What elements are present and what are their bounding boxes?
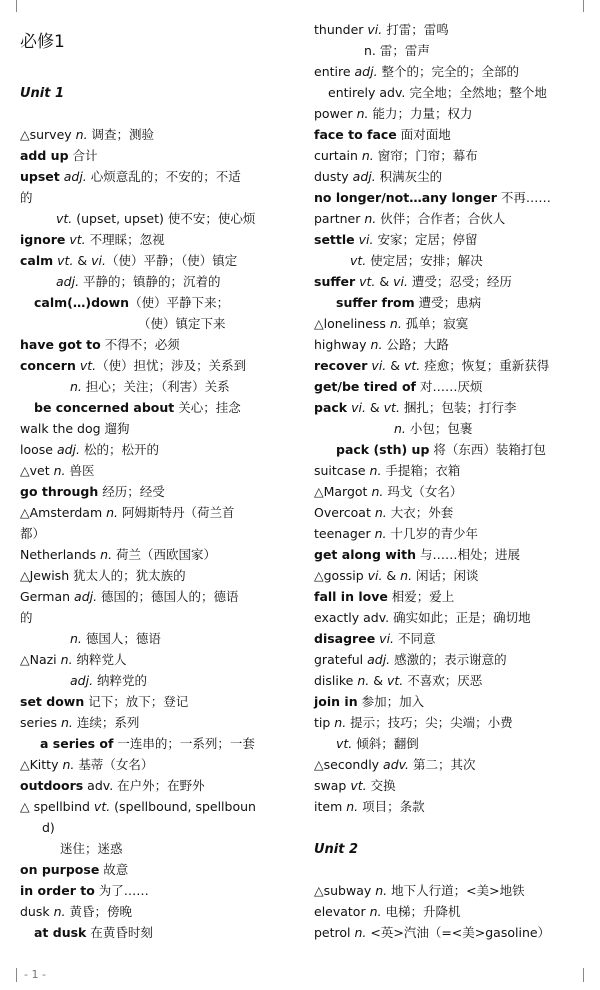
part-of-speech: vt. <box>57 253 74 268</box>
entry-text: 伙伴；合作者；合伙人 <box>376 211 506 226</box>
part-of-speech: adj. <box>74 589 98 604</box>
part-of-speech: n. <box>75 127 88 142</box>
headword: face to face <box>314 127 397 142</box>
vocab-line <box>56 210 255 228</box>
entry-text: △ spellbind <box>20 799 94 814</box>
entry-text: 纳粹党的 <box>93 673 148 688</box>
headword: no longer/not…any longer <box>314 190 497 205</box>
entry-text: 参加；加入 <box>357 694 425 709</box>
vocab-line <box>350 252 483 270</box>
entry-text: highway <box>314 337 371 352</box>
entry-text: △Amsterdam <box>20 505 107 520</box>
part-of-speech: vi. <box>379 631 395 646</box>
part-of-speech: n. <box>70 631 82 646</box>
entry-text: 荷兰（西欧国家） <box>112 547 217 562</box>
page-number: - 1 - <box>24 968 46 981</box>
entry-text: 与……相处；进展 <box>415 547 520 562</box>
entry-text: 窗帘；门帘；幕布 <box>373 148 478 163</box>
entry-text: 项目；条款 <box>358 799 425 814</box>
entry-text: dusk <box>20 904 54 919</box>
entry-text: & <box>365 400 384 415</box>
entry-text: 的 <box>20 610 33 625</box>
vocab-line <box>314 189 551 207</box>
part-of-speech: n. <box>106 505 119 520</box>
part-of-speech: n. <box>364 211 377 226</box>
vocab-line <box>314 798 425 816</box>
vocab-line <box>314 63 519 81</box>
vocab-line <box>20 231 165 249</box>
headword: go through <box>20 484 99 499</box>
part-of-speech: n. <box>374 526 387 541</box>
entry-text: （使）镇定下来 <box>138 316 226 331</box>
entry-text: 感激的；表示谢意的 <box>390 652 507 667</box>
entry-text: Netherlands <box>20 547 101 562</box>
vocab-line <box>34 399 241 417</box>
entry-text: 记下；放下；登记 <box>84 694 189 709</box>
entry-text: 的 <box>20 190 33 205</box>
entry-text: dislike <box>314 673 358 688</box>
entry-text: 担心；关注；（利害）关系 <box>81 379 230 394</box>
entry-text: 手提箱；衣箱 <box>381 463 461 478</box>
part-of-speech: n. <box>374 505 387 520</box>
entry-text: 德国的；德国人的；德语 <box>97 589 239 604</box>
unit-heading <box>20 85 64 103</box>
entry-text: △subway <box>314 883 376 898</box>
vocab-line <box>314 882 525 900</box>
vocab-line <box>34 294 229 312</box>
part-of-speech: n. <box>369 904 382 919</box>
vocab-line <box>56 273 221 291</box>
entry-text: △Margot <box>314 484 372 499</box>
vocab-line <box>60 840 123 858</box>
entry-text: 倾斜；翻倒 <box>352 736 419 751</box>
headword: pack (sth) up <box>336 442 430 457</box>
entry-text: △gossip <box>314 568 368 583</box>
part-of-speech: adj. <box>354 64 378 79</box>
book-title <box>20 33 65 51</box>
vocab-line <box>314 147 478 165</box>
vocab-line <box>314 546 520 564</box>
part-of-speech: vt. <box>386 673 404 688</box>
part-of-speech: n. <box>53 904 66 919</box>
headword: be concerned about <box>34 400 175 415</box>
entry-text: 合计 <box>68 148 98 163</box>
headword: on purpose <box>20 862 100 877</box>
entry-text: 不喜欢；厌恶 <box>403 673 483 688</box>
vocab-line <box>314 168 442 186</box>
part-of-speech: adj. <box>352 169 376 184</box>
entry-text: entire <box>314 64 355 79</box>
entry-text: 松的；松开的 <box>80 442 159 457</box>
entry-text: 痊愈；恢复；重新获得 <box>420 358 550 373</box>
part-of-speech: n. <box>361 148 374 163</box>
part-of-speech: vt. <box>350 253 367 268</box>
headword: suffer <box>314 274 356 289</box>
headword: add up <box>20 148 69 163</box>
entry-text: △Jewish 犹太人的；犹太族的 <box>20 568 186 583</box>
vocab-line <box>364 42 430 60</box>
vocab-line <box>20 756 153 774</box>
headword: calm(…)down <box>34 295 130 310</box>
vocab-line <box>20 147 98 165</box>
vocab-line <box>314 21 449 39</box>
headword: in order to <box>20 883 95 898</box>
entry-text: (upset, upset) 使不安；使心烦 <box>72 211 256 226</box>
part-of-speech: n. <box>70 379 82 394</box>
entry-text: 对……厌烦 <box>415 379 483 394</box>
vocab-line <box>20 609 33 627</box>
entry-text: 不得不；必须 <box>100 337 180 352</box>
entry-text: 安家；定居；停留 <box>373 232 478 247</box>
part-of-speech: n. <box>371 484 384 499</box>
vocab-line <box>314 693 424 711</box>
vocab-line <box>336 294 481 312</box>
part-of-speech: n. <box>400 568 413 583</box>
headword: ignore <box>20 232 66 247</box>
vocab-line <box>20 189 33 207</box>
part-of-speech: vt. <box>383 400 400 415</box>
part-of-speech: vi. <box>367 22 383 37</box>
headword: settle <box>314 232 355 247</box>
vocab-line <box>314 924 550 942</box>
part-of-speech: vi. <box>351 400 366 415</box>
entry-text: 黄昏；傍晚 <box>65 904 132 919</box>
vocab-line <box>20 483 165 501</box>
vocab-line <box>328 84 547 102</box>
vocab-line <box>314 504 453 522</box>
entry-text: 平静的；镇静的；沉着的 <box>79 274 221 289</box>
entry-text: △survey <box>20 127 76 142</box>
crop-mark-bottom-right <box>583 968 596 982</box>
part-of-speech: n. <box>375 883 388 898</box>
vocab-line <box>20 798 256 816</box>
entry-text: suitcase <box>314 463 370 478</box>
vocab-line <box>20 252 237 270</box>
vocab-line <box>314 756 475 774</box>
part-of-speech: n. <box>100 547 113 562</box>
part-of-speech: n. <box>356 106 369 121</box>
vocab-line <box>314 462 460 480</box>
vocab-line <box>314 714 513 732</box>
entry-text: & <box>382 568 401 583</box>
entry-text: 为了…… <box>94 883 149 898</box>
part-of-speech: vi. <box>371 358 387 373</box>
entry-text: dusty <box>314 169 353 184</box>
vocab-line <box>314 609 531 627</box>
vocab-line <box>314 399 516 417</box>
headword: set down <box>20 694 85 709</box>
headword: pack <box>314 400 348 415</box>
part-of-speech: adj. <box>63 169 87 184</box>
headword: disagree <box>314 631 376 646</box>
entry-text: 玛戈（女名） <box>383 484 463 499</box>
entry-text: 十几岁的青少年 <box>386 526 478 541</box>
part-of-speech: vi. <box>393 274 408 289</box>
part-of-speech: n. <box>334 715 347 730</box>
entry-text: 公路；大路 <box>382 337 449 352</box>
part-of-speech: n. <box>60 652 73 667</box>
entry-text: 整个的；完全的；全部的 <box>377 64 520 79</box>
entry-text: item <box>314 799 347 814</box>
entry-text: tip <box>314 715 335 730</box>
part-of-speech: n. <box>389 316 402 331</box>
vocab-line <box>70 378 230 396</box>
part-of-speech: n. <box>370 337 383 352</box>
part-of-speech: n. <box>394 421 406 436</box>
part-of-speech: vi. <box>358 232 374 247</box>
entry-text: 使定居；安排；解决 <box>366 253 483 268</box>
part-of-speech: n. <box>62 757 75 772</box>
entry-text: & <box>73 253 92 268</box>
entry-text: Unit 2 <box>314 842 359 857</box>
vocab-line <box>314 651 507 669</box>
crop-mark-top-left <box>4 0 17 12</box>
vocab-line <box>314 567 479 585</box>
entry-text: d) <box>42 820 55 835</box>
entry-text: elevator <box>314 904 370 919</box>
entry-text: 不理睬；忽视 <box>85 232 165 247</box>
entry-text: swap <box>314 778 351 793</box>
entry-text: 迷住；迷惑 <box>60 841 123 856</box>
headword: have got to <box>20 337 101 352</box>
vocab-line <box>394 420 472 438</box>
entry-text: 连续；系列 <box>72 715 140 730</box>
entry-text: grateful <box>314 652 368 667</box>
crop-mark-bottom-left <box>4 968 17 982</box>
entry-text: 闲话；闲谈 <box>412 568 479 583</box>
entry-text: thunder <box>314 22 368 37</box>
vocab-line <box>314 336 449 354</box>
entry-text: 打雷；雷鸣 <box>382 22 449 37</box>
vocab-line <box>314 483 462 501</box>
entry-text: 在黄昏时刻 <box>86 925 153 940</box>
vocab-line <box>314 126 451 144</box>
part-of-speech: n. <box>346 799 359 814</box>
vocab-line <box>20 861 128 879</box>
part-of-speech: n. <box>61 715 73 730</box>
unit-heading <box>314 841 358 859</box>
vocab-line <box>20 504 235 522</box>
entry-text: 兽医 <box>65 463 95 478</box>
entry-text: entirely adv. 完全地；全然地；整个地 <box>328 85 547 100</box>
entry-text: 面对面地 <box>396 127 451 142</box>
entry-text: （使）平静；（使）镇定 <box>105 253 238 268</box>
vocab-line <box>314 630 436 648</box>
entry-text: △Nazi <box>20 652 61 667</box>
entry-text: △loneliness <box>314 316 390 331</box>
vocab-line <box>20 168 241 186</box>
headword: calm <box>20 253 54 268</box>
vocab-line <box>314 588 454 606</box>
entry-text: 电梯；升降机 <box>381 904 461 919</box>
entry-text: 地下人行道；<美>地铁 <box>387 883 525 898</box>
entry-text: teenager <box>314 526 375 541</box>
part-of-speech: vt. <box>79 358 97 373</box>
vocab-line <box>314 777 396 795</box>
headword: concern <box>20 358 76 373</box>
entry-text: 相爱；爱上 <box>387 589 455 604</box>
part-of-speech: adj. <box>367 652 391 667</box>
vocab-line <box>314 357 549 375</box>
entry-text: 将（东西）装箱打包 <box>429 442 546 457</box>
headword: at dusk <box>34 925 87 940</box>
entry-text: petrol <box>314 925 355 940</box>
vocab-line <box>314 525 478 543</box>
entry-text: & <box>386 358 404 373</box>
entry-text: 交换 <box>366 778 396 793</box>
vocab-line <box>20 357 246 375</box>
part-of-speech: n. <box>357 673 370 688</box>
entry-text: 心烦意乱的；不安的；不适 <box>86 169 241 184</box>
vocab-line <box>336 735 419 753</box>
vocab-line <box>20 903 132 921</box>
vocab-line <box>20 420 130 438</box>
entry-text: Unit 1 <box>20 86 65 101</box>
vocab-line <box>20 567 186 585</box>
vocab-line <box>138 315 226 333</box>
headword: a series of <box>40 736 114 751</box>
entry-text: 遭受；患病 <box>414 295 482 310</box>
part-of-speech: vi. <box>367 568 383 583</box>
part-of-speech: vt. <box>56 211 73 226</box>
entry-text: 德国人；德语 <box>81 631 161 646</box>
entry-text: 不再…… <box>496 190 551 205</box>
entry-text: （使）平静下来； <box>129 295 230 310</box>
entry-text: & <box>369 673 387 688</box>
entry-text: 积满灰尘的 <box>375 169 443 184</box>
entry-text: 必修1 <box>20 32 65 52</box>
entry-text: power <box>314 106 357 121</box>
vocab-line <box>20 126 154 144</box>
vocab-line <box>20 651 127 669</box>
part-of-speech: vt. <box>93 799 111 814</box>
vocab-line <box>20 693 188 711</box>
part-of-speech: n. <box>53 463 66 478</box>
vocab-line <box>70 630 161 648</box>
entry-text: 遭受；忍受；经历 <box>407 274 512 289</box>
vocab-line <box>20 441 159 459</box>
part-of-speech: n. <box>354 925 367 940</box>
part-of-speech: vt. <box>403 358 421 373</box>
vocab-line <box>34 924 153 942</box>
entry-text: 能力；力量；权力 <box>368 106 473 121</box>
vocab-line <box>20 882 149 900</box>
headword: fall in love <box>314 589 388 604</box>
part-of-speech: adj. <box>56 442 80 457</box>
vocab-line <box>70 672 147 690</box>
vocab-line <box>314 210 505 228</box>
part-of-speech: vt. <box>359 274 376 289</box>
entry-text: (spellbound, spellboun <box>110 799 256 814</box>
entry-text: 第二；其次 <box>409 757 476 772</box>
entry-text: n. 雷；雷声 <box>364 43 430 58</box>
vocab-line <box>20 336 180 354</box>
entry-text: 一连串的；一系列；一套 <box>113 736 255 751</box>
vocab-line <box>314 903 460 921</box>
entry-text: <英>汽油（=<美>gasoline） <box>366 925 551 940</box>
entry-text: 基蒂（女名） <box>74 757 154 772</box>
entry-text: （使）担忧；涉及；关系到 <box>96 358 247 373</box>
entry-text: 经历；经受 <box>98 484 165 499</box>
entry-text: 故意 <box>99 862 129 877</box>
headword: join in <box>314 694 358 709</box>
vocab-line <box>20 588 239 606</box>
entry-text: adv. 在户外；在野外 <box>83 778 205 793</box>
vocab-line <box>20 714 139 732</box>
vocab-line <box>42 819 55 837</box>
vocab-line <box>314 378 482 396</box>
headword: recover <box>314 358 368 373</box>
entry-text: walk the dog 遛狗 <box>20 421 130 436</box>
entry-text: 关心；挂念 <box>174 400 241 415</box>
entry-text: German <box>20 589 75 604</box>
entry-text: △Kitty <box>20 757 63 772</box>
entry-text: loose <box>20 442 57 457</box>
part-of-speech: adv. <box>383 757 409 772</box>
entry-text: 纳粹党人 <box>72 652 127 667</box>
entry-text: 阿姆斯特丹（荷兰首 <box>118 505 235 520</box>
part-of-speech: vt. <box>69 232 86 247</box>
entry-text: 都） <box>20 526 46 541</box>
entry-text: 捆扎；包装；打行李 <box>399 400 517 415</box>
part-of-speech: adj. <box>56 274 80 289</box>
headword: suffer from <box>336 295 415 310</box>
entry-text: exactly adv. 确实如此；正是；确切地 <box>314 610 531 625</box>
headword: upset <box>20 169 60 184</box>
part-of-speech: vi. <box>91 253 106 268</box>
part-of-speech: vt. <box>336 736 353 751</box>
vocab-line <box>314 105 473 123</box>
entry-text: △secondly <box>314 757 384 772</box>
vocab-line <box>336 441 546 459</box>
vocab-line <box>314 672 482 690</box>
vocab-line <box>314 273 512 291</box>
entry-text: 小包；包裹 <box>405 421 473 436</box>
vocab-line <box>314 315 468 333</box>
part-of-speech: adj. <box>70 673 94 688</box>
entry-text: 调查；测验 <box>87 127 155 142</box>
entry-text: series <box>20 715 61 730</box>
entry-text: △vet <box>20 463 54 478</box>
headword: outdoors <box>20 778 84 793</box>
crop-mark-top-right <box>583 0 596 12</box>
entry-text: 孤单；寂寞 <box>401 316 469 331</box>
vocab-line <box>40 735 255 753</box>
vocab-line <box>314 231 477 249</box>
headword: get/be tired of <box>314 379 416 394</box>
entry-text: 提示；技巧；尖；尖端；小费 <box>346 715 513 730</box>
entry-text: 不同意 <box>394 631 436 646</box>
headword: get along with <box>314 547 416 562</box>
vocab-line <box>20 777 205 795</box>
entry-text: & <box>375 274 394 289</box>
vocab-line <box>20 462 94 480</box>
entry-text: Overcoat <box>314 505 375 520</box>
part-of-speech: vt. <box>350 778 367 793</box>
entry-text: curtain <box>314 148 362 163</box>
vocab-line <box>20 525 45 543</box>
part-of-speech: n. <box>369 463 382 478</box>
entry-text: partner <box>314 211 365 226</box>
entry-text: 大衣；外套 <box>386 505 454 520</box>
vocab-line <box>20 546 216 564</box>
